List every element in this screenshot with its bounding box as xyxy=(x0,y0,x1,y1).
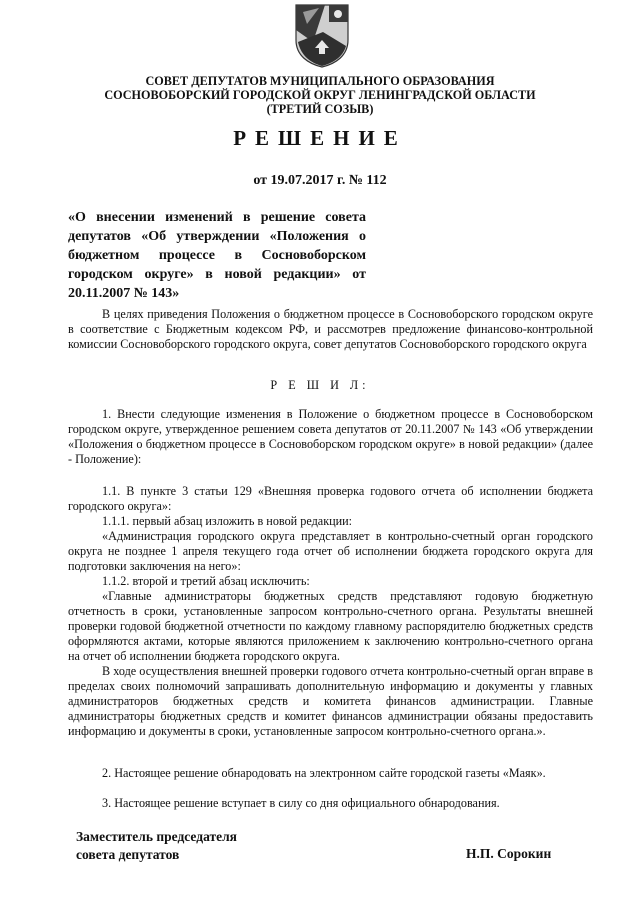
quote-1: «Администрация городского округа представляет в контрольно-счетный орган городского округа не позднее 1 апреля текущего года отчет об исполнении бюджета городского округа для подготовки заключения на него»: xyxy=(68,529,593,573)
preamble-block xyxy=(68,307,593,352)
header-line-1: СОВЕТ ДЕПУТАТОВ МУНИЦИПАЛЬНОГО ОБРАЗОВАНИЯ xyxy=(145,74,495,88)
document-title: РЕШЕНИЕ xyxy=(233,126,407,150)
coat-of-arms-icon xyxy=(293,2,351,68)
item-3-block xyxy=(68,796,593,811)
quote-3: В ходе осуществления внешней проверки годового отчета контрольно-счетный орган вправе в пределах своих полномочий запрашивать дополнительную информацию и документы у главных администраторов бюджетных средств и комитета финансов администрации. Главные администраторы бюджетных средств и комитет финансов администрации обязаны предоставить информацию и документы в сроки, установленные запросом контрольно-счетного органа.». xyxy=(68,664,593,738)
signatory-position-line-1: Заместитель председателя xyxy=(76,829,237,844)
item-1-1-2: 1.1.2. второй и третий абзац исключить: xyxy=(102,574,310,588)
resolved-heading: Р Е Ш И Л: xyxy=(270,378,370,392)
item-1-1-1: 1.1.1. первый абзац изложить в новой редакции: xyxy=(102,514,353,528)
signatory-position-line-2: совета депутатов xyxy=(76,847,180,862)
header-line-3: (ТРЕТИЙ СОЗЫВ) xyxy=(266,102,374,116)
item-2-block xyxy=(68,766,593,781)
decision-subject: «О внесении изменений в решение совета депутатов «Об утверждении «Положения о бюджетном процессе в Сосновоборском городском округе» в новой редакции» от 20.11.2007 № 143» xyxy=(68,210,366,301)
item-1: 1. Внести следующие изменения в Положение о бюджетном процессе в Сосновоборском городском округе, утвержденное решением совета депутатов от 20.11.2007 № 143 «Об утверждении «Положения о бюджетном процессе в Сосновоборском городском округе» в новой редакции» (далее - Положение): xyxy=(68,407,593,466)
item-1-1: 1.1. В пункте 3 статьи 129 «Внешняя проверка годового отчета об исполнении бюджета городского округа»: xyxy=(68,484,593,513)
decision-date: от 19.07.2017 г. № 112 xyxy=(253,173,387,188)
item-1-1-block xyxy=(68,484,593,739)
signatory-name: Н.П. Сорокин xyxy=(466,846,552,861)
quote-2: «Главные администраторы бюджетных средств представляют годовую бюджетную отчетность в сроки, установленные запросом контрольно-счетного органа. Результаты внешней проверки годовой бюджетной отчетности по каждому главному распорядителю бюджетных средств оформляются актами, которые являются приложением к заключению контрольно-счетного органа на отчет об исполнении бюджета городского округа. xyxy=(68,589,593,663)
item-1-block xyxy=(68,407,593,467)
item-3: 3. Настоящее решение вступает в силу со дня официального обнародования. xyxy=(102,796,500,810)
item-2: 2. Настоящее решение обнародовать на электронном сайте городской газеты «Маяк». xyxy=(102,766,546,780)
council-header xyxy=(60,74,580,116)
header-line-2: СОСНОВОБОРСКИЙ ГОРОДСКОЙ ОКРУГ ЛЕНИНГРАДСКОЙ ОБЛАСТИ xyxy=(104,88,536,102)
preamble-paragraph: В целях приведения Положения о бюджетном процессе в Сосновоборского городском округе в соответствие с Бюджетным кодексом РФ, и рассмотрев предложение финансово-контрольной комиссии Сосновоборского городского округа, совет депутатов Сосновоборского городского округа xyxy=(68,307,593,351)
signatory-position xyxy=(76,828,237,864)
